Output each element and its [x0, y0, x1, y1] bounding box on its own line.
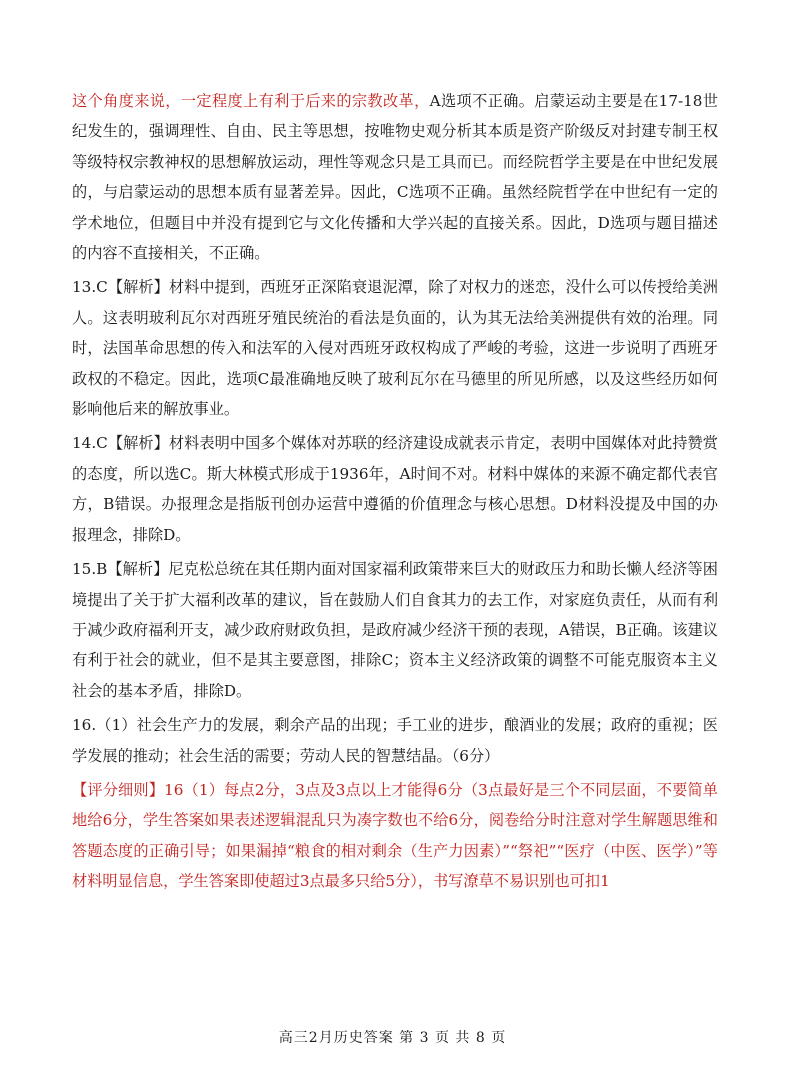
paragraph-q13 [72, 272, 718, 424]
body-text: 16.（1）社会生产力的发展，剩余产品的出现；手工业的进步，酿酒业的发展；政府的重视；医学发展的推动；社会生活的需要；劳动人民的智慧结晶。（6分） [72, 716, 718, 765]
paragraph-q14 [72, 428, 718, 550]
scoring-rules-text: 【评分细则】16（1）每点2分，3点及3点以上才能得6分（3点最好是三个不同层面，不要简单地给6分，学生答案如果表述逻辑混乱只为凑字数也不给6分，阅卷给分时注意对学生解题思维和答题态度的正确引导；如果漏掉“粮食的相对剩余（生产力因素）”“祭祀”“医疗（中医、医学）”等材料明显信息，学生答案即使超过3点最多只给5分），书写潦草不易识别也可扣1 [72, 780, 718, 891]
document-body [72, 86, 718, 897]
body-text: 15.B【解析】尼克松总统在其任期内面对国家福利政策带来巨大的财政压力和助长懒人经济等困境提出了关于扩大福利改革的建议，旨在鼓励人们自食其力的去工作，对家庭负责任，从而有利于减少政府福利开支，减少政府财政负担，是政府减少经济干预的表现，A错误，B正确。该建议有利于社会的就业，但不是其主要意图，排除C；资本主义经济政策的调整不可能克服资本主义社会的基本矛盾，排除D。 [72, 560, 718, 700]
highlighted-text: 这个角度来说，一定程度上有利于后来的宗教改革， [72, 92, 430, 110]
body-text: 14.C【解析】材料表明中国多个媒体对苏联的经济建设成就表示肯定，表明中国媒体对此持赞赏的态度，所以选C。斯大林模式形成于1936年，A时间不对。材料中媒体的来源不确定都代表官方，B错误。办报理念是指版刊创办运营中遵循的价值理念与核心思想。D材料没提及中国的办报理念，排除D。 [72, 434, 718, 544]
body-text: 13.C【解析】材料中提到，西班牙正深陷衰退泥潭，除了对权力的迷恋，没什么可以传授给美洲人。这表明玻利瓦尔对西班牙殖民统治的看法是负面的，认为其无法给美洲提供有效的治理。同时，法国革命思想的传入和法军的入侵对西班牙政权构成了严峻的考验，这进一步说明了西班牙政权的不稳定。因此，选项C最准确地反映了玻利瓦尔在马德里的所见所感，以及这些经历如何影响他后来的解放事业。 [72, 278, 718, 419]
page-footer: 高三2月历史答案 第 3 页 共 8 页 [278, 1030, 507, 1046]
paragraph-q16-1 [72, 710, 718, 771]
paragraph-scoring-rules [72, 775, 718, 897]
body-text: A选项不正确。启蒙运动主要是在17-18世纪发生的，强调理性、自由、民主等思想，按唯物史观分析其本质是资产阶级反对封建专制王权等级特权宗教神权的思想解放运动，理性等观念只是工具而已。而经院哲学主要是在中世纪发展的，与启蒙运动的思想本质有显著差异。因此，C选项不正确。虽然经院哲学在中世纪有一定的学术地位，但题目中并没有提到它与文化传播和大学兴起的直接关系。因此，D选项与题目描述的内容不直接相关，不正确。 [72, 92, 718, 263]
paragraph-q15 [72, 554, 718, 706]
paragraph-q12-continued [72, 86, 718, 268]
